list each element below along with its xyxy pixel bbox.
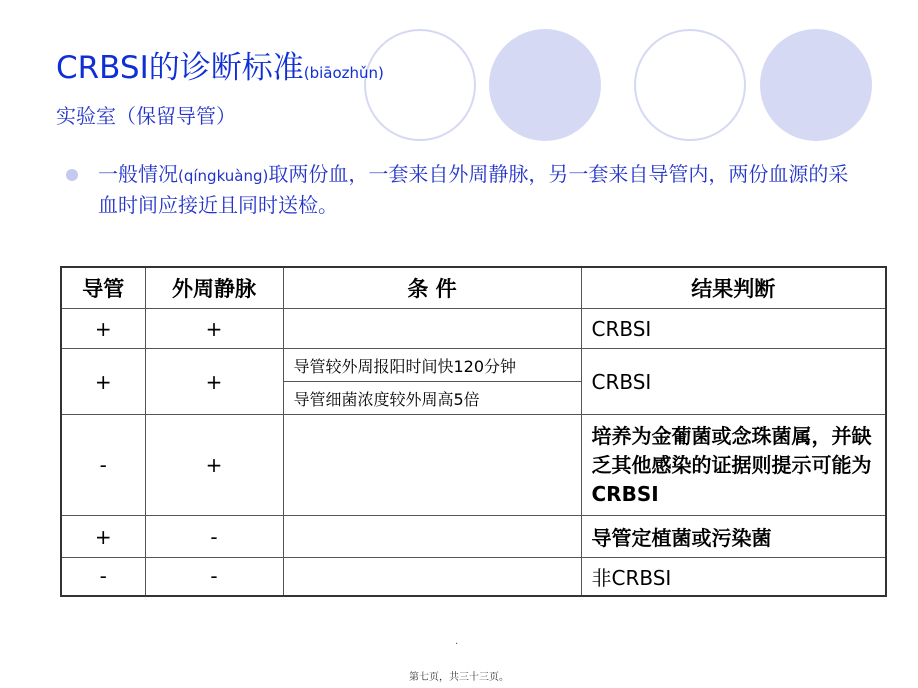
table-header-row: [61, 267, 886, 309]
cell-condition: [283, 415, 581, 516]
cell-peripheral: -: [145, 558, 283, 596]
cell-condition: 导管细菌浓度较外周高5倍: [283, 382, 581, 415]
slide-title: [56, 42, 384, 87]
cell-peripheral: +: [145, 309, 283, 349]
cell-catheter: +: [61, 516, 145, 558]
cell-peripheral: -: [145, 516, 283, 558]
slide-subtitle: 实验室（保留导管）: [56, 104, 236, 128]
table-row: [61, 309, 886, 349]
cell-condition: [283, 516, 581, 558]
cell-catheter: -: [61, 558, 145, 596]
decor-circle-2: [489, 29, 601, 141]
cell-result: [581, 415, 886, 516]
cell-catheter: -: [61, 415, 145, 516]
header-peripheral: 外周静脉: [145, 267, 283, 309]
cell-condition: [283, 309, 581, 349]
cell-catheter: +: [61, 349, 145, 415]
table-row: [61, 516, 886, 558]
table-row: [61, 415, 886, 516]
criteria-table: [60, 266, 887, 597]
header-catheter: 导管: [61, 267, 145, 309]
bullet-text: [98, 160, 858, 220]
header-result: 结果判断: [581, 267, 886, 309]
bullet-icon: [66, 169, 78, 181]
decor-circle-3: [634, 29, 746, 141]
cell-condition: [283, 558, 581, 596]
decor-circle-4: [760, 29, 872, 141]
bullet-part1: 一般情况: [98, 162, 178, 186]
cell-result: CRBSI: [581, 349, 886, 415]
title-main: CRBSI的诊断标准: [56, 50, 304, 86]
bullet-pinyin: (qíngkuàng): [178, 167, 269, 185]
page-footer: 第七页，共三十三页。: [409, 672, 509, 683]
table-row: [61, 558, 886, 596]
cell-catheter: +: [61, 309, 145, 349]
cell-result: 非CRBSI: [581, 558, 886, 596]
cell-result: 导管定植菌或污染菌: [581, 516, 886, 558]
table-row: [61, 349, 886, 382]
cell-peripheral: +: [145, 349, 283, 415]
page-dot: .: [455, 636, 459, 647]
cell-condition: 导管较外周报阳时间快120分钟: [283, 349, 581, 382]
header-conditions: 条 件: [283, 267, 581, 309]
result-text: 培养为金葡菌或念珠菌属，并缺乏其他感染的证据则提示可能为CRBSI: [591, 423, 872, 506]
cell-peripheral: +: [145, 415, 283, 516]
bullet-part2: 取两份血，一套来自外周静脉，另一套来自导管内，两份血源的采血时间应接近且同时送检。: [98, 162, 849, 217]
title-pinyin: (biāozhǔn): [303, 64, 384, 82]
cell-result: CRBSI: [581, 309, 886, 349]
